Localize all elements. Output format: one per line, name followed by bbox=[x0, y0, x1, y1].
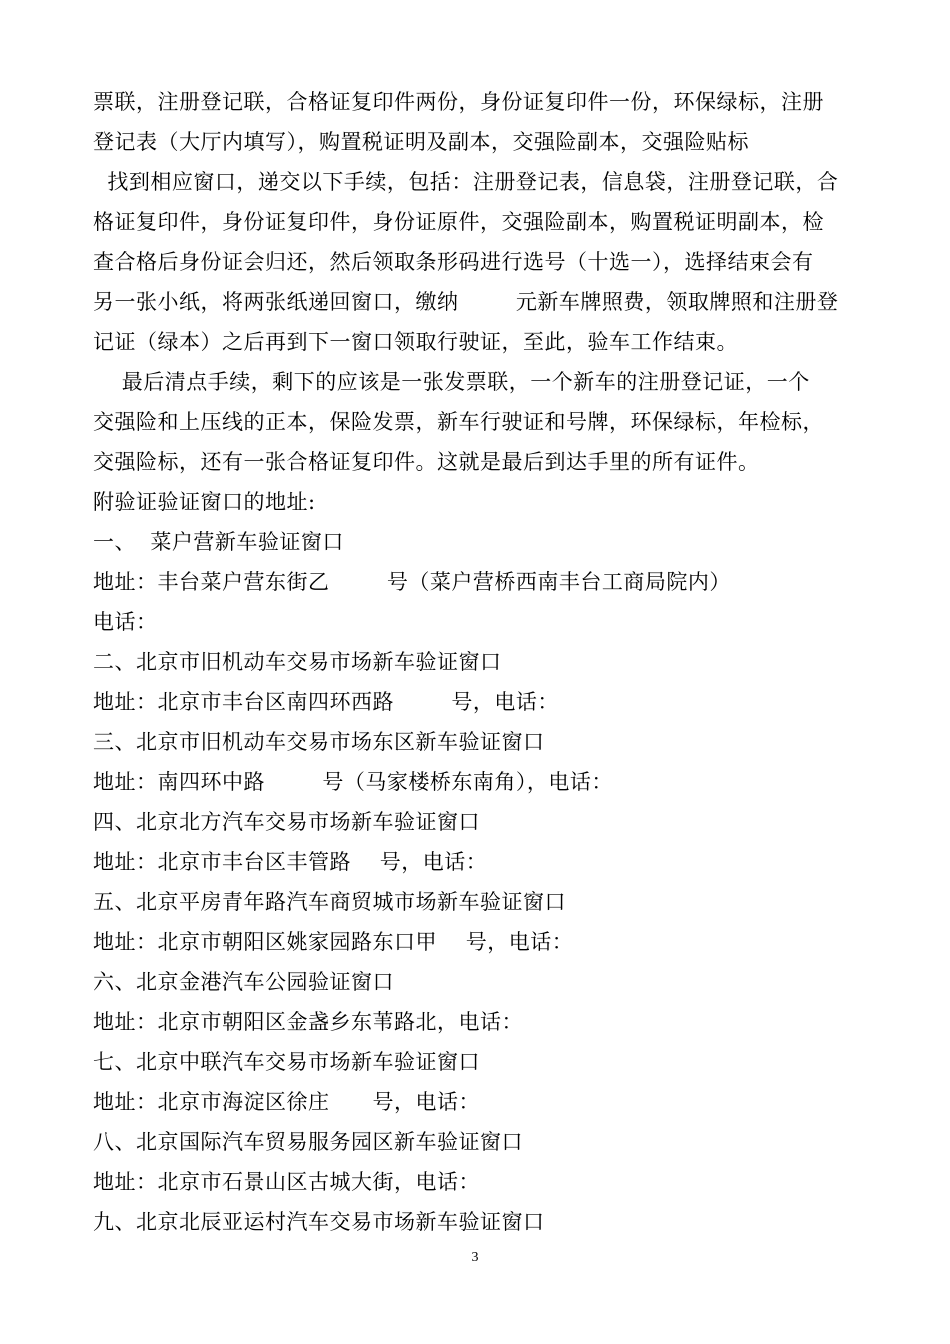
address-line: 地址：北京市石景山区古城大街，电话： bbox=[93, 1170, 480, 1194]
address-line: 地址：北京市海淀区徐庄 号，电话： bbox=[93, 1090, 481, 1114]
address-line: 地址：北京市丰台区丰管路 号，电话： bbox=[93, 850, 488, 874]
text-line: 查合格后身份证会归还，然后领取条形码进行选号（十选一），选择结束会有 bbox=[93, 250, 814, 274]
window-title: 九、北京北辰亚运村汽车交易市场新车验证窗口 bbox=[93, 1210, 545, 1234]
text-line: 格证复印件，身份证复印件，身份证原件，交强险副本，购置税证明副本，检 bbox=[93, 210, 824, 234]
text-line: 票联，注册登记联，合格证复印件两份，身份证复印件一份，环保绿标，注册 bbox=[93, 90, 824, 114]
text-line: 交强险和上压线的正本，保险发票，新车行驶证和号牌，环保绿标，年检标， bbox=[93, 410, 824, 434]
address-line: 地址：丰台菜户营东街乙 号（菜户营桥西南丰台工商局院内） bbox=[93, 570, 731, 594]
window-title: 五、北京平房青年路汽车商贸城市场新车验证窗口 bbox=[93, 890, 566, 914]
page-number: 3 bbox=[471, 1250, 479, 1265]
text-line: 最后清点手续，剩下的应该是一张发票联，一个新车的注册登记证，一个 bbox=[93, 370, 810, 394]
window-title: 六、北京金港汽车公园验证窗口 bbox=[93, 970, 394, 994]
address-line: 地址：北京市朝阳区姚家园路东口甲 号，电话： bbox=[93, 930, 574, 954]
text-line: 记证（绿本）之后再到下一窗口领取行驶证，至此，验车工作结束。 bbox=[93, 330, 738, 354]
window-title: 一、 菜户营新车验证窗口 bbox=[93, 530, 344, 554]
window-title: 四、北京北方汽车交易市场新车验证窗口 bbox=[93, 810, 480, 834]
window-title: 七、北京中联汽车交易市场新车验证窗口 bbox=[93, 1050, 480, 1074]
address-line: 地址：南四环中路 号（马家楼桥东南角），电话： bbox=[93, 770, 613, 794]
document-body bbox=[93, 82, 865, 1242]
address-line: 地址：北京市朝阳区金盏乡东苇路北，电话： bbox=[93, 1010, 523, 1034]
address-line: 地址：北京市丰台区南四环西路 号，电话： bbox=[93, 690, 559, 714]
window-title: 二、北京市旧机动车交易市场新车验证窗口 bbox=[93, 650, 502, 674]
phone-line: 电话： bbox=[93, 610, 158, 634]
window-title: 八、北京国际汽车贸易服务园区新车验证窗口 bbox=[93, 1130, 523, 1154]
section-heading: 附验证验证窗口的地址: bbox=[93, 490, 316, 514]
text-line: 交强险标，还有一张合格证复印件。这就是最后到达手里的所有证件。 bbox=[93, 450, 760, 474]
window-title: 三、北京市旧机动车交易市场东区新车验证窗口 bbox=[93, 730, 545, 754]
text-line: 登记表（大厅内填写），购置税证明及副本，交强险副本，交强险贴标 bbox=[93, 130, 749, 154]
text-line: 找到相应窗口，递交以下手续，包括：注册登记表，信息袋，注册登记联，合 bbox=[93, 170, 839, 194]
text-line: 另一张小纸，将两张纸递回窗口，缴纳 元新车牌照费，领取牌照和注册登 bbox=[93, 290, 839, 314]
